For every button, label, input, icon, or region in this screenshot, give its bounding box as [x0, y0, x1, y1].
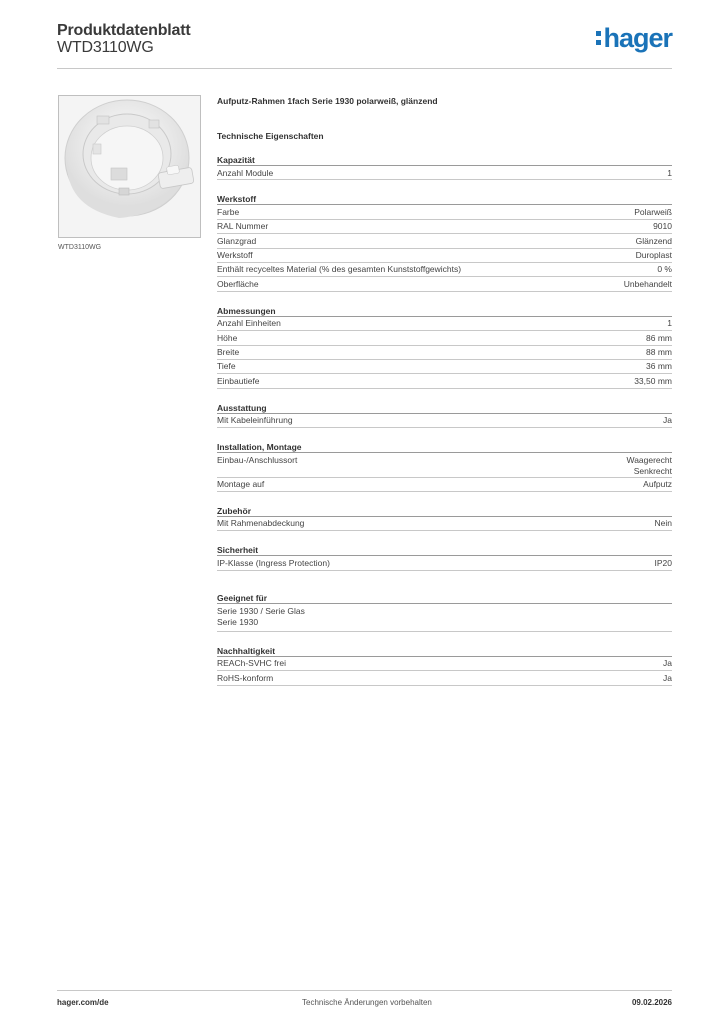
row-label: Höhe [217, 332, 238, 343]
section-title: Ausstattung [217, 403, 672, 414]
footer-divider [57, 990, 672, 991]
row-label: Breite [217, 347, 240, 358]
section-geeignet [217, 593, 672, 632]
table-row [217, 331, 672, 345]
list-item: Serie 1930 [217, 616, 259, 627]
product-code: WTD3110WG [57, 39, 154, 56]
header-divider [57, 68, 672, 69]
table-row [217, 234, 672, 248]
row-value-line: Senkrecht [633, 465, 672, 476]
section-sicherheit [217, 545, 672, 570]
section-werkstoff [217, 194, 672, 291]
row-label: IP-Klasse (Ingress Protection) [217, 557, 330, 568]
row-label: Einbautiefe [217, 375, 260, 386]
row-value: 86 mm [646, 332, 672, 343]
table-row [217, 556, 672, 570]
section-title: Installation, Montage [217, 442, 672, 453]
row-value: Duroplast [635, 250, 672, 261]
row-value: 36 mm [646, 361, 672, 372]
footer-notice: Technische Änderungen vorbehalten [302, 998, 432, 1007]
row-value: 33,50 mm [634, 375, 672, 386]
document-title: Produktdatenblatt [57, 22, 191, 39]
list-item: Serie 1930 / Serie Glas [217, 605, 305, 616]
section-title: Kapazität [217, 155, 672, 166]
table-row [217, 277, 672, 291]
section-kapazitaet [217, 155, 672, 180]
table-row [217, 374, 672, 388]
logo-text: hager [603, 23, 672, 53]
row-label: Farbe [217, 206, 240, 217]
table-row [217, 317, 672, 331]
row-label: Mit Kabeleinführung [217, 415, 293, 426]
section-title: Geeignet für [217, 593, 672, 604]
row-label: Tiefe [217, 361, 236, 372]
page-header [57, 20, 672, 70]
row-value: Ja [663, 672, 672, 683]
section-title: Nachhaltigkeit [217, 646, 672, 657]
row-value: Aufputz [643, 479, 672, 490]
table-row [217, 346, 672, 360]
table-row [217, 671, 672, 685]
section-title: Werkstoff [217, 194, 672, 205]
row-value: Ja [663, 415, 672, 426]
image-caption: WTD3110WG [58, 244, 102, 251]
row-label: RoHS-konform [217, 672, 274, 683]
table-row [217, 166, 672, 180]
row-label: Einbau-/Anschlussort [217, 454, 298, 465]
footer-website[interactable]: hager.com/de [57, 998, 109, 1007]
row-value: Polarweiß [634, 206, 672, 217]
row-label: Werkstoff [217, 250, 253, 261]
product-details [217, 96, 672, 686]
table-row [217, 478, 672, 492]
product-description: Aufputz-Rahmen 1fach Serie 1930 polarweiß, glänzend [217, 96, 438, 106]
row-value: Ja [663, 658, 672, 669]
row-value: IP20 [654, 557, 672, 568]
row-label: Anzahl Einheiten [217, 318, 281, 329]
frame-product-icon [59, 96, 200, 237]
logo-colon-icon [596, 29, 601, 47]
table-row [217, 249, 672, 263]
row-label: Enthält recyceltes Material (% des gesamten Kunststoffgewichts) [217, 264, 462, 275]
row-value [626, 455, 672, 477]
row-label: Montage auf [217, 479, 265, 490]
row-label: Glanzgrad [217, 235, 257, 246]
section-title: Abmessungen [217, 306, 672, 317]
technical-properties-heading: Technische Eigenschaften [217, 131, 324, 141]
section-title: Zubehör [217, 506, 672, 517]
table-row [217, 414, 672, 428]
row-value: Nein [654, 518, 672, 529]
table-row [217, 517, 672, 531]
table-row [217, 657, 672, 671]
table-row [217, 263, 672, 277]
hager-logo [596, 25, 672, 51]
row-label: Mit Rahmenabdeckung [217, 518, 305, 529]
product-image [58, 95, 201, 238]
row-value: 1 [667, 318, 672, 329]
row-label: RAL Nummer [217, 221, 269, 232]
row-value: Glänzend [635, 235, 672, 246]
table-row [217, 220, 672, 234]
section-abmessungen [217, 306, 672, 389]
row-value: 88 mm [646, 347, 672, 358]
table-row [217, 360, 672, 374]
row-label: Anzahl Module [217, 167, 274, 178]
section-zubehoer [217, 506, 672, 531]
suitable-for-list [217, 604, 672, 632]
section-installation [217, 442, 672, 492]
table-row [217, 453, 672, 478]
row-value: Unbehandelt [623, 278, 672, 289]
section-ausstattung [217, 403, 672, 428]
table-row [217, 205, 672, 219]
section-nachhaltigkeit [217, 646, 672, 686]
row-value: 9010 [653, 221, 672, 232]
row-label: Oberfläche [217, 278, 259, 289]
row-label: REACh-SVHC frei [217, 658, 286, 669]
row-value-line: Waagerecht [626, 454, 672, 465]
footer-date: 09.02.2026 [631, 998, 672, 1007]
row-value: 0 % [657, 264, 672, 275]
section-title: Sicherheit [217, 545, 672, 556]
row-value: 1 [667, 167, 672, 178]
